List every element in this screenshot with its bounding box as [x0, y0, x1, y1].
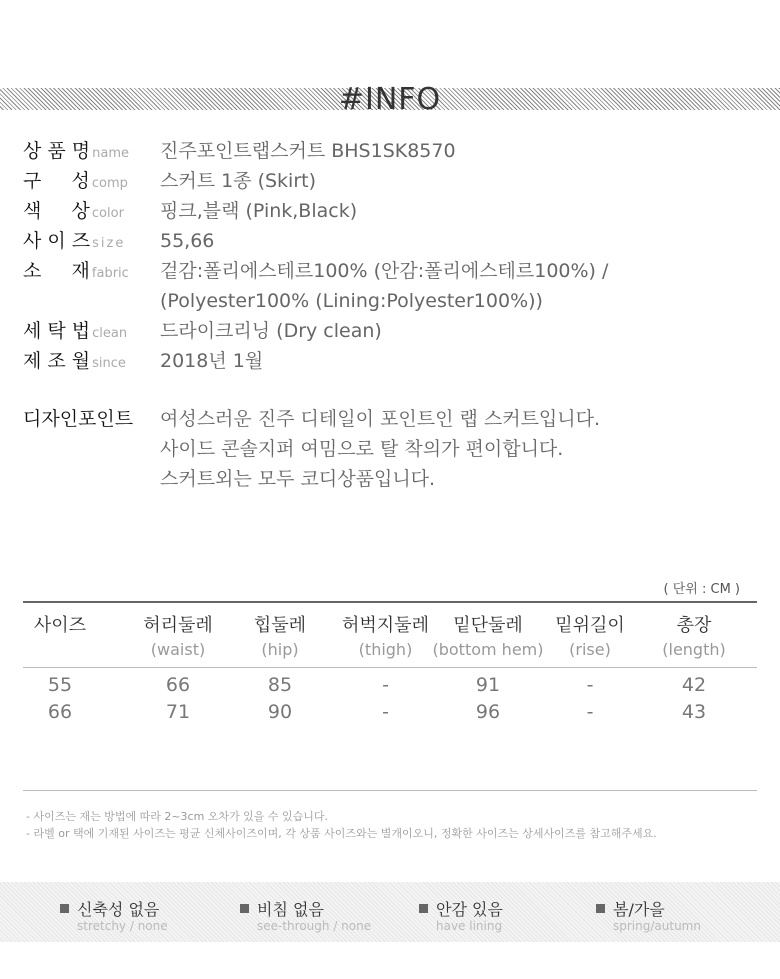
feature-lining: 안감 있음 have lining: [419, 897, 503, 933]
table-header-waist: 허리둘레 (waist): [143, 615, 213, 659]
table-header-length: 총장 (length): [662, 615, 726, 659]
table-header-hip: 힙둘레 (hip): [253, 615, 307, 659]
table-top-rule: [23, 601, 757, 603]
table-bottom-rule: [23, 790, 757, 791]
spec-value-fabric: 겉감:폴리에스테르100% (안감:폴리에스테르100%) /: [160, 260, 609, 282]
size-unit: ( 단위 : CM ): [663, 582, 740, 597]
size-notes: - 사이즈는 재는 방법에 따라 2~3cm 오차가 있을 수 있습니다. - 라벨 or 택에 기재된 사이즈는 평균 신체사이즈이며, 각 상품 사이즈와는 별개이오니, 정확한 사이즈는 상세사이즈를 참고해주세요.: [26, 810, 657, 840]
features-band: [0, 882, 780, 942]
feature-stretch: 신축성 없음 stretchy / none: [60, 897, 168, 933]
spec-value-color: 핑크,블랙 (Pink,Black): [160, 200, 358, 222]
table-header-size: 사이즈: [33, 615, 87, 636]
spec-value-since: 2018년 1월: [160, 350, 264, 372]
table-header-rule: [23, 667, 757, 668]
square-bullet-icon: [60, 904, 69, 913]
square-bullet-icon: [596, 904, 605, 913]
spec-value-name: 진주포인트랩스커트 BHS1SK8570: [160, 140, 456, 162]
spec-value-comp: 스커트 1종 (Skirt): [160, 170, 317, 192]
square-bullet-icon: [419, 904, 428, 913]
table-header-bottom-hem: 밑단둘레 (bottom hem): [432, 615, 544, 659]
spec-value-fabric-en: (Polyester100% (Lining:Polyester100%)): [160, 290, 543, 312]
feature-see-through: 비침 없음 see-through / none: [240, 897, 371, 933]
design-point-text: 여성스러운 진주 디테일이 포인트인 랩 스커트입니다. 사이드 콘솔지퍼 여밈으로 탈 착의가 편이합니다. 스커트외는 모두 코디상품입니다.: [160, 408, 601, 490]
info-title: #INFO: [338, 82, 442, 117]
table-header-rise: 밑위길이 (rise): [555, 615, 625, 659]
spec-value-size: 55,66: [160, 230, 215, 252]
feature-season: 봄/가을 spring/autumn: [596, 897, 701, 933]
square-bullet-icon: [240, 904, 249, 913]
spec-value-clean: 드라이크리닝 (Dry clean): [160, 320, 382, 342]
design-point-label: 디자인포인트: [23, 408, 134, 430]
table-header-thigh: 허벅지둘레 (thigh): [342, 615, 429, 659]
